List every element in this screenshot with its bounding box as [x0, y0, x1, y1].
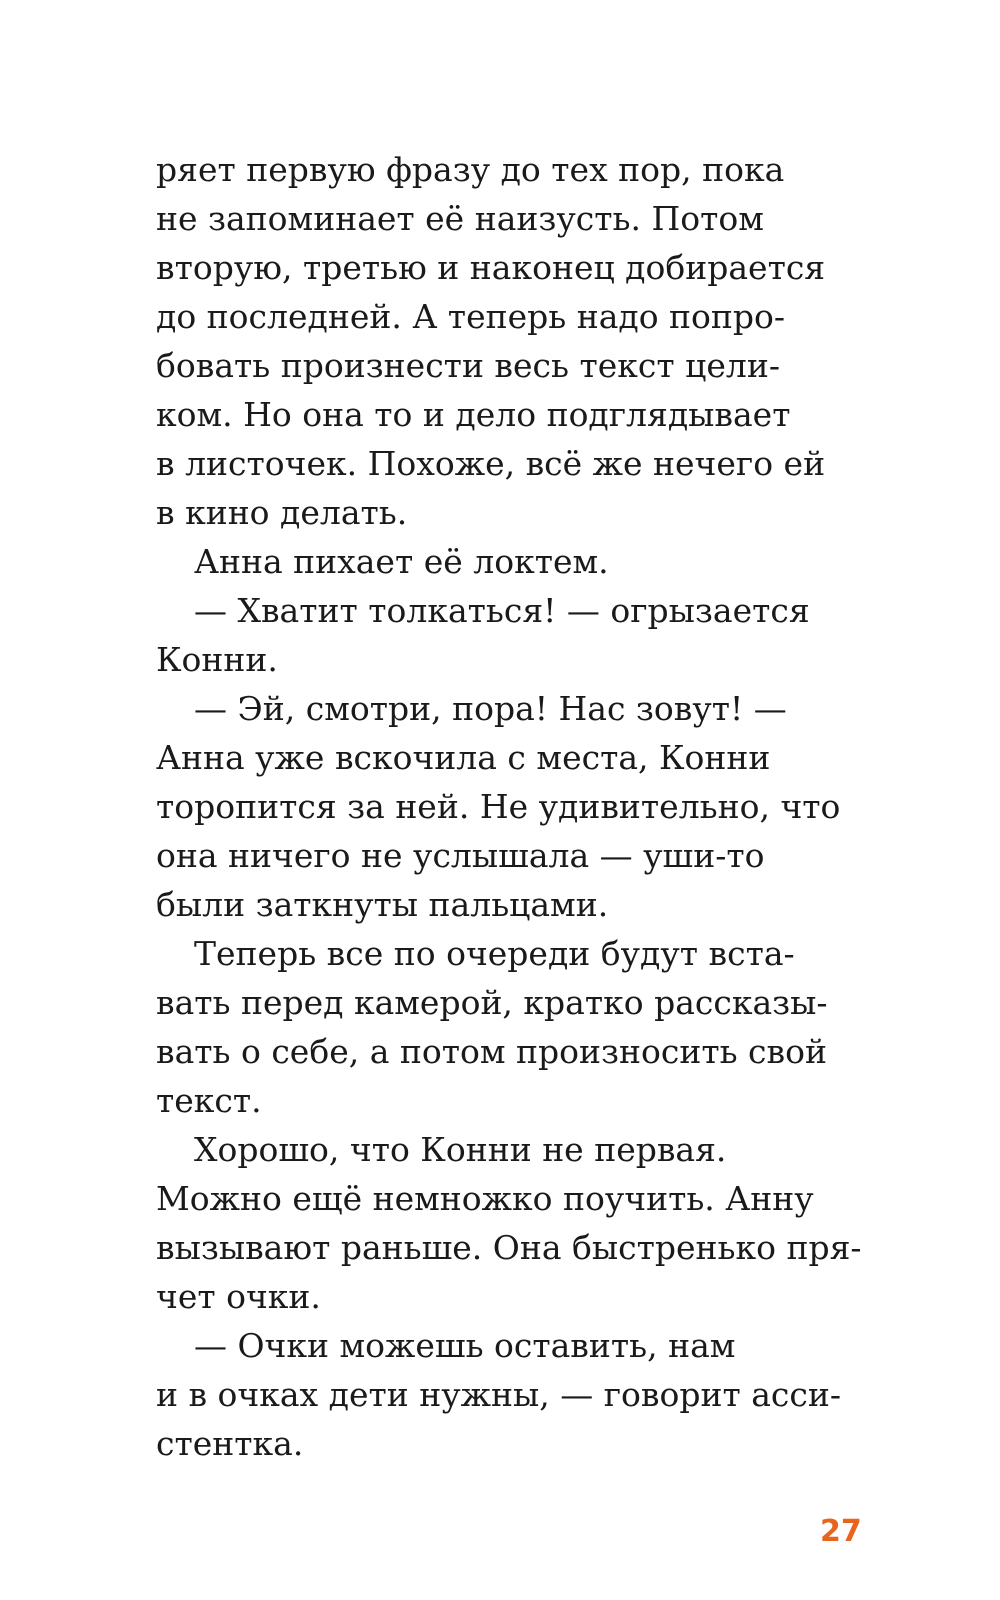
- text-line: до последней. А теперь надо попро-: [156, 297, 786, 336]
- text-line: Хорошо, что Конни не первая.: [194, 1130, 727, 1169]
- text-line: Анна пихает её локтем.: [194, 542, 609, 581]
- text-line: были заткнуты пальцами.: [156, 885, 609, 924]
- text-line: и в очках дети нужны, — говорит асси-: [156, 1375, 841, 1414]
- text-line: в кино делать.: [156, 493, 408, 532]
- text-line: Конни.: [156, 640, 278, 679]
- body-text: [156, 145, 862, 1468]
- text-line: Теперь все по очереди будут вста-: [194, 934, 795, 973]
- text-line: вать перед камерой, кратко рассказы-: [156, 983, 828, 1022]
- text-line: ком. Но она то и дело подглядывает: [156, 395, 791, 434]
- text-line: торопится за ней. Не удивительно, что: [156, 787, 841, 826]
- text-line: ряет первую фразу до тех пор, пока: [156, 150, 785, 189]
- text-line: бовать произнести весь текст цели-: [156, 346, 780, 385]
- text-line: — Очки можешь оставить, нам: [194, 1326, 736, 1365]
- text-line: вать о себе, а потом произносить свой: [156, 1032, 827, 1071]
- page-number: 27: [820, 1514, 862, 1549]
- text-line: вторую, третью и наконец добирается: [156, 248, 826, 287]
- text-line: в листочек. Похоже, всё же нечего ей: [156, 444, 826, 483]
- text-line: стентка.: [156, 1424, 304, 1463]
- text-line: не запоминает её наизусть. Потом: [156, 199, 764, 238]
- text-line: — Эй, смотри, пора! Нас зовут! —: [194, 689, 787, 728]
- text-line: чет очки.: [156, 1277, 321, 1316]
- text-line: Можно ещё немножко поучить. Анну: [156, 1179, 814, 1218]
- text-line: Анна уже вскочила с места, Конни: [156, 738, 771, 777]
- text-line: — Хватит толкаться! — огрызается: [194, 591, 810, 630]
- text-line: она ничего не услышала — уши-то: [156, 836, 765, 875]
- text-line: вызывают раньше. Она быстренько пря-: [156, 1228, 862, 1267]
- text-line: текст.: [156, 1081, 262, 1120]
